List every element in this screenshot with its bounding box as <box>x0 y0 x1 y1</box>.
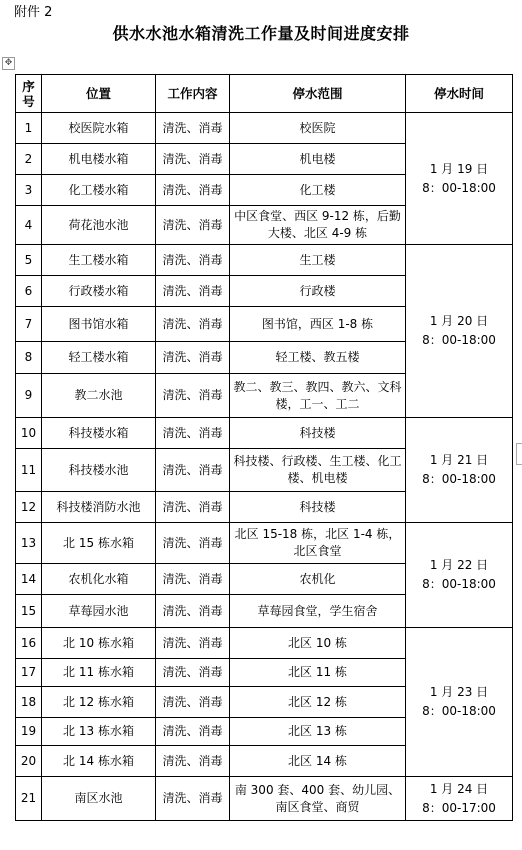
time-group-hours: 8：00-18:00 <box>422 180 496 195</box>
row-number: 20 <box>16 746 42 777</box>
row-work-content: 清洗、消毒 <box>156 523 230 564</box>
row-work-content: 清洗、消毒 <box>156 659 230 687</box>
row-location: 北 12 栋水箱 <box>42 687 156 718</box>
table-row <box>16 418 513 449</box>
row-number: 17 <box>16 659 42 687</box>
row-location: 科技楼水池 <box>42 449 156 492</box>
row-work-content: 清洗、消毒 <box>156 307 230 342</box>
time-group-cell <box>406 523 513 628</box>
row-location: 图书馆水箱 <box>42 307 156 342</box>
row-water-cut-range: 北区 14 栋 <box>230 746 406 777</box>
time-group-hours: 8：00-18:00 <box>422 704 496 718</box>
time-group-date: 1 月 23 日 <box>429 685 489 699</box>
row-work-content: 清洗、消毒 <box>156 418 230 449</box>
row-location: 生工楼水箱 <box>42 245 156 276</box>
row-number: 16 <box>16 628 42 659</box>
table-row <box>16 245 513 276</box>
row-work-content: 清洗、消毒 <box>156 492 230 523</box>
time-group-hours: 8：00-17:00 <box>422 800 496 815</box>
attachment-label: 附件 2 <box>14 5 53 20</box>
time-group-date: 1 月 21 日 <box>429 453 489 467</box>
row-water-cut-range: 北区 12 栋 <box>230 687 406 718</box>
row-water-cut-range: 行政楼 <box>230 276 406 307</box>
row-location: 教二水池 <box>42 374 156 418</box>
row-location: 南区水池 <box>42 777 156 821</box>
row-work-content: 清洗、消毒 <box>156 374 230 418</box>
time-group-date: 1 月 20 日 <box>429 314 489 328</box>
row-location: 北 11 栋水箱 <box>42 659 156 687</box>
row-location: 行政楼水箱 <box>42 276 156 307</box>
row-number: 13 <box>16 523 42 564</box>
row-water-cut-range: 农机化 <box>230 564 406 595</box>
row-number: 3 <box>16 175 42 206</box>
table-row <box>16 523 513 564</box>
row-work-content: 清洗、消毒 <box>156 175 230 206</box>
row-work-content: 清洗、消毒 <box>156 564 230 595</box>
time-group-cell <box>406 418 513 523</box>
header-location: 位置 <box>42 75 156 113</box>
row-work-content: 清洗、消毒 <box>156 245 230 276</box>
time-group-cell <box>406 777 513 821</box>
row-water-cut-range: 南 300 套、400 套、幼儿园、南区食堂、商贸 <box>230 777 406 821</box>
row-water-cut-range: 北区 13 栋 <box>230 718 406 746</box>
row-number: 1 <box>16 113 42 144</box>
row-work-content: 清洗、消毒 <box>156 206 230 245</box>
table-move-handle-icon[interactable]: ✥ <box>2 57 15 70</box>
header-row <box>16 75 513 113</box>
row-work-content: 清洗、消毒 <box>156 113 230 144</box>
row-water-cut-range: 轻工楼、教五楼 <box>230 342 406 374</box>
table-row <box>16 113 513 144</box>
row-location: 北 15 栋水箱 <box>42 523 156 564</box>
row-number: 21 <box>16 777 42 821</box>
row-work-content: 清洗、消毒 <box>156 276 230 307</box>
row-location: 北 10 栋水箱 <box>42 628 156 659</box>
row-number: 14 <box>16 564 42 595</box>
header-range: 停水范围 <box>230 75 406 113</box>
row-number: 5 <box>16 245 42 276</box>
page-edge-marker <box>516 443 522 465</box>
row-water-cut-range: 草莓园食堂，学生宿舍 <box>230 595 406 628</box>
time-group-date: 1 月 24 日 <box>429 781 489 796</box>
row-work-content: 清洗、消毒 <box>156 595 230 628</box>
header-no: 序号 <box>16 75 42 113</box>
row-location: 科技楼消防水池 <box>42 492 156 523</box>
table-row <box>16 628 513 659</box>
row-water-cut-range: 校医院 <box>230 113 406 144</box>
row-location: 北 14 栋水箱 <box>42 746 156 777</box>
time-group-hours: 8：00-18:00 <box>422 577 496 591</box>
row-water-cut-range: 图书馆，西区 1-8 栋 <box>230 307 406 342</box>
row-water-cut-range: 生工楼 <box>230 245 406 276</box>
time-group-date: 1 月 22 日 <box>429 558 489 572</box>
row-work-content: 清洗、消毒 <box>156 746 230 777</box>
row-water-cut-range: 北区 10 栋 <box>230 628 406 659</box>
time-group-cell <box>406 113 513 245</box>
row-location: 轻工楼水箱 <box>42 342 156 374</box>
row-number: 2 <box>16 144 42 175</box>
row-location: 农机化水箱 <box>42 564 156 595</box>
row-water-cut-range: 北区 15-18 栋，北区 1-4 栋，北区食堂 <box>230 523 406 564</box>
row-water-cut-range: 科技楼、行政楼、生工楼、化工楼、机电楼 <box>230 449 406 492</box>
row-number: 12 <box>16 492 42 523</box>
row-location: 校医院水箱 <box>42 113 156 144</box>
row-number: 11 <box>16 449 42 492</box>
row-location: 化工楼水箱 <box>42 175 156 206</box>
row-work-content: 清洗、消毒 <box>156 718 230 746</box>
row-water-cut-range: 科技楼 <box>230 492 406 523</box>
row-water-cut-range: 教二、教三、教四、教六、文科楼，工一、工二 <box>230 374 406 418</box>
row-water-cut-range: 机电楼 <box>230 144 406 175</box>
row-water-cut-range: 化工楼 <box>230 175 406 206</box>
row-location: 科技楼水箱 <box>42 418 156 449</box>
row-number: 9 <box>16 374 42 418</box>
row-number: 6 <box>16 276 42 307</box>
row-water-cut-range: 科技楼 <box>230 418 406 449</box>
row-number: 8 <box>16 342 42 374</box>
table-row <box>16 777 513 821</box>
row-work-content: 清洗、消毒 <box>156 342 230 374</box>
row-work-content: 清洗、消毒 <box>156 449 230 492</box>
row-number: 18 <box>16 687 42 718</box>
time-group-hours: 8：00-18:00 <box>422 333 496 347</box>
row-number: 15 <box>16 595 42 628</box>
header-time: 停水时间 <box>406 75 513 113</box>
row-work-content: 清洗、消毒 <box>156 144 230 175</box>
row-location: 草莓园水池 <box>42 595 156 628</box>
row-work-content: 清洗、消毒 <box>156 687 230 718</box>
row-number: 7 <box>16 307 42 342</box>
row-water-cut-range: 北区 11 栋 <box>230 659 406 687</box>
row-location: 北 13 栋水箱 <box>42 718 156 746</box>
header-work: 工作内容 <box>156 75 230 113</box>
document-title: 供水水池水箱清洗工作量及时间进度安排 <box>112 24 410 43</box>
time-group-hours: 8：00-18:00 <box>422 472 496 486</box>
schedule-table <box>15 74 513 821</box>
row-water-cut-range: 中区食堂、西区 9-12 栋，后勤大楼、北区 4-9 栋 <box>230 206 406 245</box>
table-body <box>16 113 513 821</box>
time-group-cell <box>406 245 513 418</box>
row-work-content: 清洗、消毒 <box>156 628 230 659</box>
row-number: 4 <box>16 206 42 245</box>
row-location: 荷花池水池 <box>42 206 156 245</box>
time-group-cell <box>406 628 513 777</box>
row-work-content: 清洗、消毒 <box>156 777 230 821</box>
row-location: 机电楼水箱 <box>42 144 156 175</box>
row-number: 10 <box>16 418 42 449</box>
row-number: 19 <box>16 718 42 746</box>
time-group-date: 1 月 19 日 <box>429 161 489 176</box>
